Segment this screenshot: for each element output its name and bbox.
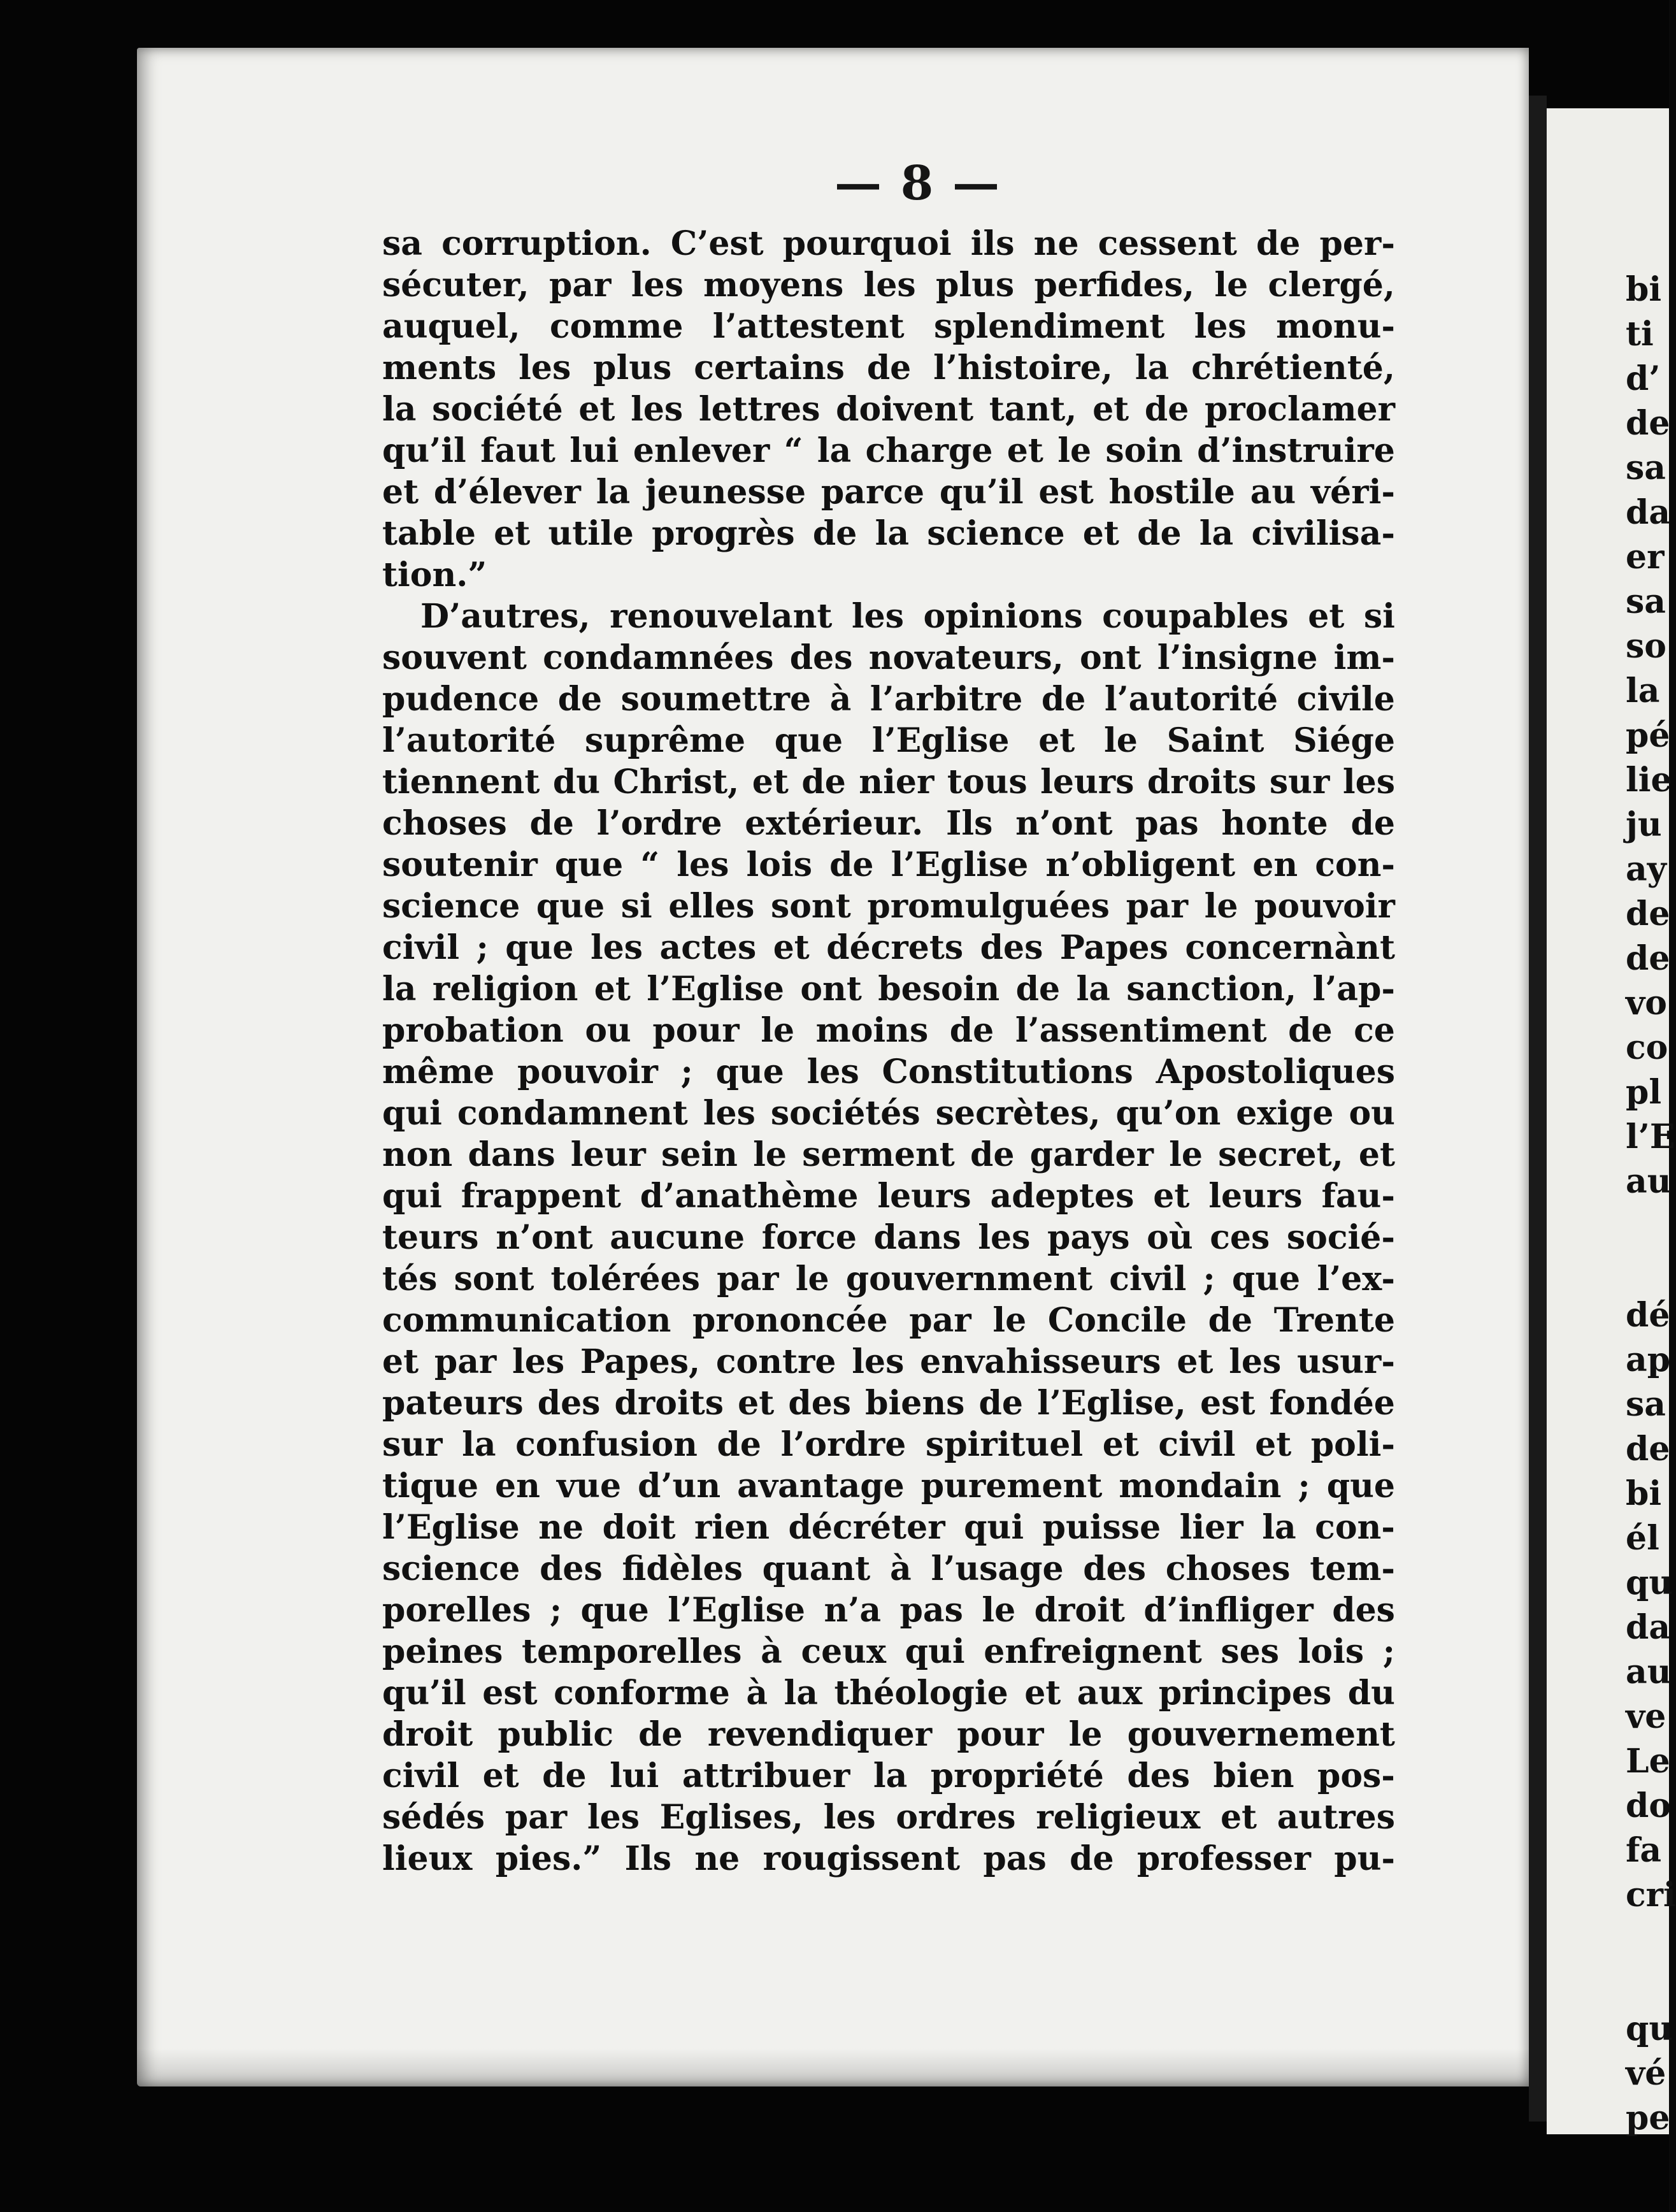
facing-page-fragment: co (1626, 1028, 1668, 1067)
text-line: sur la confusion de l’ordre spirituel et civil et poli- (382, 1425, 1395, 1464)
facing-page-fragment: l’E (1626, 1117, 1675, 1156)
text-line: tiennent du Christ, et de nier tous leurs droits sur les (382, 763, 1395, 801)
text-line: la religion et l’Eglise ont besoin de la sanction, l’ap- (382, 970, 1395, 1009)
text-line: sédés par les Eglises, les ordres religieux et autres (382, 1798, 1395, 1837)
text-line: même pouvoir ; que les Constitutions Apostoliques (382, 1052, 1395, 1091)
text-line: civil et de lui attribuer la propriété des bien pos- (382, 1756, 1395, 1795)
text-line: D’autres, renouvelant les opinions coupables et si (420, 597, 1395, 636)
facing-page-fragment: de (1626, 404, 1670, 443)
text-line: teurs n’ont aucune force dans les pays où ces socié- (382, 1218, 1395, 1257)
facing-page-fragment: ay (1626, 850, 1666, 889)
facing-page-fragment: bi (1626, 270, 1662, 309)
text-line: probation ou pour le moins de l’assentiment de ce (382, 1011, 1395, 1050)
facing-page-fragment: Le (1626, 1742, 1670, 1781)
facing-page-fragment: de (1626, 894, 1670, 933)
page-gutter (1529, 96, 1547, 2122)
facing-page-fragment: ap (1626, 1340, 1671, 1379)
facing-page-fragment: pé (1626, 716, 1670, 755)
text-line: qu’il faut lui enlever “ la charge et le soin d’instruire (382, 431, 1395, 470)
facing-page-fragments (1626, 268, 1676, 2141)
facing-page-fragment: da (1626, 493, 1671, 532)
facing-page-fragment: qu (1626, 2009, 1673, 2048)
text-line: tique en vue d’un avantage purement mondain ; que (382, 1467, 1395, 1505)
text-line: table et utile progrès de la science et de la civilisa- (382, 514, 1395, 553)
facing-page-fragment: sa (1626, 449, 1666, 487)
facing-page-fragment: vé (1626, 2054, 1666, 2093)
facing-page-fragment: dé (1626, 1296, 1670, 1335)
facing-page-fragment: so (1626, 627, 1666, 666)
text-line: choses de l’ordre extérieur. Ils n’ont pas honte de (382, 804, 1395, 843)
facing-page-fragment: la (1626, 672, 1660, 710)
facing-page-fragment: ti (1626, 315, 1654, 354)
text-line: tion.” (382, 556, 487, 594)
text-line: peines temporelles à ceux qui enfreignent ses lois ; (382, 1632, 1395, 1671)
facing-page-fragment: ju (1626, 805, 1662, 844)
text-line: pudence de soumettre à l’arbitre de l’autorité civile (382, 680, 1395, 719)
text-line: science que si elles sont promulguées par le pouvoir (382, 887, 1395, 926)
text-line: l’Eglise ne doit rien décréter qui puisse lier la con- (382, 1508, 1395, 1547)
facing-page-fragment (1626, 1918, 1676, 2007)
facing-page-fragment: do (1626, 1786, 1672, 1825)
facing-page-fragment: er (1626, 538, 1665, 577)
facing-page-fragment: de (1626, 939, 1670, 978)
text-line: pateurs des droits et des biens de l’Eglise, est fondée (382, 1384, 1395, 1423)
text-line: souvent condamnées des novateurs, ont l’insigne im- (382, 638, 1395, 677)
text-line: et par les Papes, contre les envahisseurs et les usur- (382, 1342, 1395, 1381)
text-line: la société et les lettres doivent tant, et de proclamer (382, 390, 1395, 429)
text-line: lieux pies.” Ils ne rougissent pas de professer pu- (382, 1839, 1395, 1878)
text-line: et d’élever la jeunesse parce qu’il est hostile au véri- (382, 473, 1395, 512)
page-number: — 8 — (834, 156, 1001, 211)
facing-page-fragment: au (1626, 1162, 1672, 1201)
text-line: ments les plus certains de l’histoire, la chrétienté, (382, 348, 1395, 387)
facing-page-fragment: fa (1626, 1831, 1662, 1870)
text-line: porelles ; que l’Eglise n’a pas le droit d’infliger des (382, 1591, 1395, 1630)
facing-page-fragment: qu (1626, 1563, 1673, 1602)
facing-page-fragment: pe (1626, 2099, 1670, 2137)
text-line: sa corruption. C’est pourquoi ils ne cessent de per- (382, 224, 1395, 263)
facing-page-fragment: vo (1626, 984, 1667, 1023)
facing-page-fragment: au (1626, 1653, 1672, 1691)
text-line: qui frappent d’anathème leurs adeptes et leurs fau- (382, 1177, 1395, 1216)
text-line: tés sont tolérées par le gouvernment civil ; que l’ex- (382, 1260, 1395, 1298)
facing-page-fragment: da (1626, 1608, 1671, 1647)
text-line: droit public de revendiquer pour le gouvernement (382, 1715, 1395, 1754)
body-text (382, 223, 1395, 1879)
text-line: communication prononcée par le Concile de Trente (382, 1301, 1395, 1340)
text-line: qui condamnent les sociétés secrètes, qu’on exige ou (382, 1094, 1395, 1133)
text-line: non dans leur sein le serment de garder le secret, et (382, 1135, 1395, 1174)
facing-page-fragment: sa (1626, 582, 1666, 621)
facing-page-fragment: d’ (1626, 359, 1661, 398)
facing-page-fragment: pl (1626, 1073, 1662, 1112)
facing-page-fragment (1626, 1204, 1676, 1293)
facing-page-fragment: lie (1626, 761, 1672, 800)
text-line: science des fidèles quant à l’usage des choses tem- (382, 1549, 1395, 1588)
facing-page-fragment: bi (1626, 1474, 1662, 1513)
text-line: sécuter, par les moyens les plus perfides, le clergé, (382, 266, 1395, 305)
text-line: l’autorité suprême que l’Eglise et le Saint Siége (382, 721, 1395, 760)
facing-page-fragment: ve (1626, 1697, 1666, 1736)
text-line: auquel, comme l’attestent splendiment les monu- (382, 307, 1395, 346)
text-line: soutenir que “ les lois de l’Eglise n’obligent en con- (382, 845, 1395, 884)
facing-page-fragment: él (1626, 1519, 1659, 1558)
facing-page-fragment: de (1626, 1430, 1670, 1469)
text-line: qu’il est conforme à la théologie et aux principes du (382, 1674, 1395, 1713)
facing-page-fragment: cri (1626, 1876, 1676, 1914)
text-line: civil ; que les actes et décrets des Papes concernànt (382, 928, 1395, 967)
facing-page-fragment: sa (1626, 1385, 1666, 1424)
